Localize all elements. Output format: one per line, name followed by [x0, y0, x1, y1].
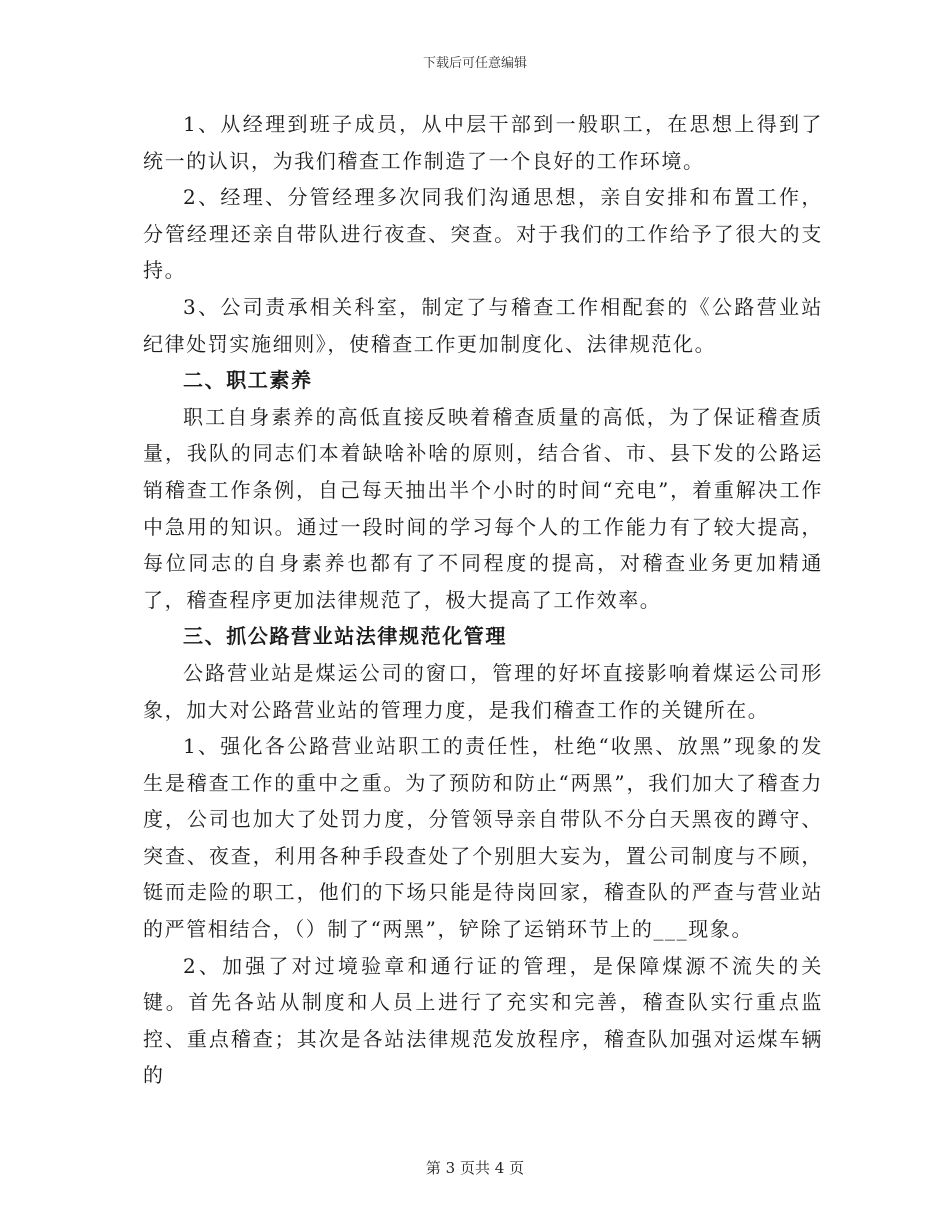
paragraph-1: 1、从经理到班子成员，从中层干部到一般职工，在思想上得到了统一的认识，为我们稽查工作制造了一个良好的工作环境。: [143, 112, 823, 173]
paragraph-5: 公路营业站是煤运公司的窗口，管理的好坏直接影响着煤运公司形象，加大对公路营业站的管理力度，是我们稽查工作的关键所在。: [143, 660, 823, 722]
page-header: 下载后可任意编辑: [422, 56, 527, 71]
section-heading-3: 三、抓公路营业站法律规范化管理: [183, 624, 507, 649]
paragraph-6: 1、强化各公路营业站职工的责任性，杜绝“收黑、放黑”现象的发生是稽查工作的重中之重。为了预防和防止“两黑”，我们加大了稽查力度，公司也加大了处罚力度，分管领导亲自带队不分白天黑夜的蹲守、突查、夜查，利用各种手段查处了个别胆大妄为，置公司制度与不顾，铤而走险的职工，他们的下场只能是待岗回家，稽查队的严查与营业站的严管相结合，（）制了“两黑”，铲除了运销环节上的___现象。: [143, 734, 823, 942]
document-body: [143, 106, 823, 1094]
paragraph-2: 2、经理、分管经理多次同我们沟通思想，亲自安排和布置工作，分管经理还亲自带队进行夜查、突查。对于我们的工作给予了很大的支持。: [143, 185, 823, 283]
page-footer: 第 3 页共 4 页: [425, 1159, 525, 1177]
paragraph-3: 3、公司责承相关科室，制定了与稽查工作相配套的《公路营业站纪律处罚实施细则》，使稽查工作更加制度化、法律规范化。: [143, 294, 823, 356]
paragraph-4: 职工自身素养的高低直接反映着稽查质量的高低，为了保证稽查质量，我队的同志们本着缺啥补啥的原则，结合省、市、县下发的公路运销稽查工作条例，自己每天抽出半个小时的时间“充电”，着重解决工作中急用的知识。通过一段时间的学习每个人的工作能力有了较大提高，每位同志的自身素养也都有了不同程度的提高，对稽查业务更加精通了，稽查程序更加法律规范了，极大提高了工作效率。: [143, 404, 823, 612]
section-heading-2: 二、职工素养: [183, 368, 313, 393]
paragraph-7: 2、加强了对过境验章和通行证的管理，是保障煤源不流失的关键。首先各站从制度和人员上进行了充实和完善，稽查队实行重点监控、重点稽查；其次是各站法律规范发放程序，稽查队加强对运煤车辆的: [143, 953, 823, 1088]
